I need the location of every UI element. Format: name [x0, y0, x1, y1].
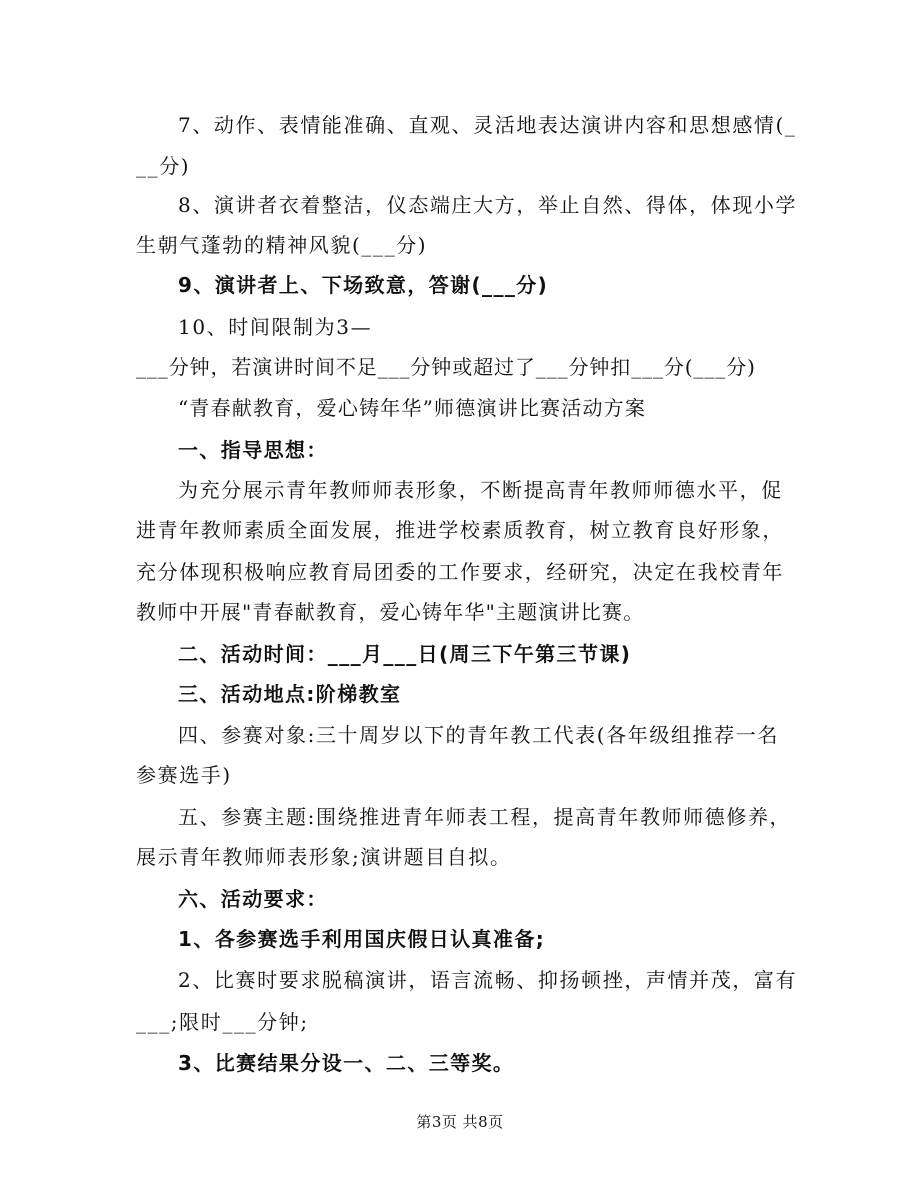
item8-line1: 8、演讲者衣着整洁，仪态端庄大方，举止自然、得体，体现小学 — [178, 193, 798, 217]
section1-para-line2: 进青年教师素质全面发展，推进学校素质教育，树立教育良好形象， — [136, 518, 784, 542]
requirement-3: 3、比赛结果分设一、二、三等奖。 — [178, 1051, 515, 1075]
section1-heading: 一、指导思想： — [178, 438, 328, 462]
requirement-1: 1、各参赛选手利用国庆假日认真准备; — [178, 927, 546, 951]
section1-para-line1: 为充分展示青年教师师表形象，不断提高青年教师师德水平，促 — [178, 478, 783, 502]
item9-line: 9、演讲者上、下场致意，答谢(___分) — [178, 273, 549, 297]
section2-time: 二、活动时间：___月___日(周三下午第三节课) — [178, 642, 632, 666]
plan-title: “青春献教育，爱心铸年华”师德演讲比赛活动方案 — [178, 396, 647, 420]
item7-line2: __分) — [136, 154, 191, 178]
section1-para-line4: 教师中开展"青春献教育，爱心铸年华"主题演讲比赛。 — [136, 600, 645, 624]
page-indicator: 第3页 共8页 — [416, 1113, 504, 1131]
item8-line2: 生朝气蓬勃的精神风貌(___分) — [136, 233, 428, 257]
section4-line1: 四、参赛对象:三十周岁以下的青年教工代表(各年级组推荐一名 — [178, 723, 779, 747]
section1-para-line3: 充分体现积极响应教育局团委的工作要求，经研究，决定在我校青年 — [136, 560, 784, 584]
requirement-2-line1: 2、比赛时要求脱稿演讲，语言流畅、抑扬顿挫，声情并茂，富有 — [178, 968, 798, 992]
section3-location: 三、活动地点:阶梯教室 — [178, 682, 402, 706]
requirement-2-line2: ___;限时___分钟; — [136, 1010, 309, 1034]
section4-line2: 参赛选手) — [136, 763, 232, 787]
section6-heading: 六、活动要求： — [178, 887, 328, 911]
section5-line2: 展示青年教师师表形象;演讲题目自拟。 — [136, 845, 512, 869]
item10-line2: ___分钟，若演讲时间不足___分钟或超过了___分钟扣___分(___分) — [136, 355, 756, 379]
item7-line1: 7、动作、表情能准确、直观、灵活地表达演讲内容和思想感情(_ — [178, 113, 797, 137]
item10-line1: 10、时间限制为3— — [178, 315, 373, 339]
section5-line1: 五、参赛主题:围绕推进青年师表工程，提高青年教师师德修养， — [178, 805, 792, 829]
